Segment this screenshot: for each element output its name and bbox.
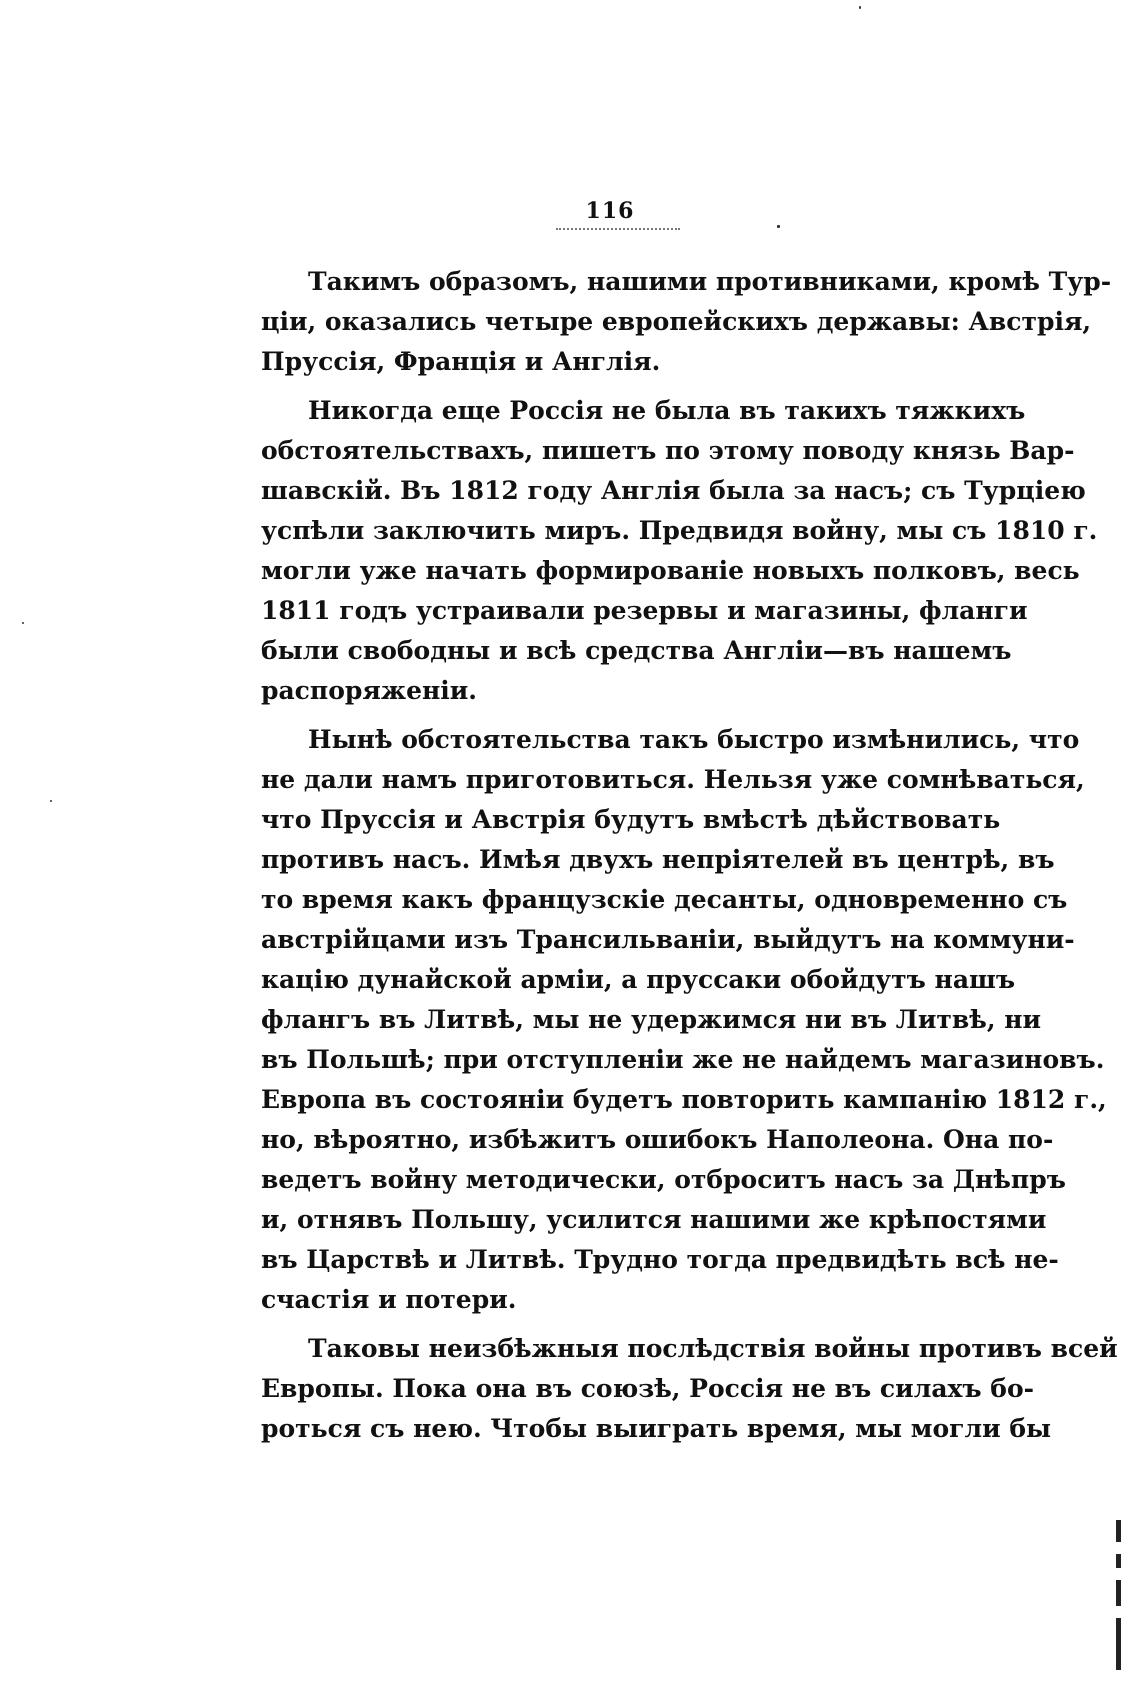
- text-line: ціи, оказались четыре европейскихъ державы: Австрія,: [261, 307, 1092, 336]
- scan-speck: [859, 6, 861, 9]
- text-line: успѣли заключить миръ. Предвидя войну, мы съ 1810 г.: [261, 516, 1098, 545]
- text-line: и, отнявъ Польшу, усилится нашими же крѣпостями: [261, 1205, 1047, 1234]
- text-line: 1811 годъ устраивали резервы и магазины, фланги: [261, 596, 1028, 625]
- text-line: что Пруссія и Австрія будутъ вмѣстѣ дѣйствовать: [261, 805, 1001, 834]
- paragraph-4: [261, 1329, 1118, 1449]
- text-line: Такимъ образомъ, нашими противниками, кромѣ Тур-: [308, 267, 1112, 296]
- text-line: австрійцами изъ Трансильваніи, выйдутъ на коммуни-: [261, 925, 1075, 954]
- text-line: роться съ нею. Чтобы выиграть время, мы могли бы: [261, 1414, 1052, 1443]
- text-line: обстоятельствахъ, пишетъ по этому поводу князь Вар-: [261, 436, 1075, 465]
- paragraph-2: [261, 391, 1098, 711]
- text-line: Европы. Пока она въ союзѣ, Россія не въ силахъ бо-: [261, 1374, 1035, 1403]
- text-line: кацію дунайской арміи, а пруссаки обойдутъ нашъ: [261, 965, 1016, 994]
- text-line: то время какъ французскіе десанты, одновременно съ: [261, 885, 1068, 914]
- text-line: не дали намъ приготовиться. Нельзя уже сомнѣваться,: [261, 765, 1085, 794]
- text-line: были свободны и всѣ средства Англіи—въ нашемъ: [261, 636, 1012, 665]
- paragraph-3: [261, 720, 1107, 1320]
- scan-edge-marks: [1116, 1520, 1121, 1680]
- text-line: могли уже начать формированіе новыхъ полковъ, весь: [261, 556, 1080, 585]
- text-line: ведетъ войну методически, отброситъ насъ за Днѣпръ: [261, 1165, 1066, 1194]
- text-line: но, вѣроятно, избѣжитъ ошибокъ Наполеона. Она по-: [261, 1125, 1054, 1154]
- scan-speck: [777, 225, 780, 228]
- text-line: Таковы неизбѣжныя послѣдствія войны противъ всей: [308, 1334, 1118, 1363]
- page-number-rule: [556, 228, 680, 230]
- text-line: Никогда еще Россія не была въ такихъ тяжкихъ: [308, 396, 1026, 425]
- text-line: Европа въ состояніи будетъ повторить кампанію 1812 г.,: [261, 1085, 1107, 1114]
- page-number: 116: [585, 198, 635, 224]
- scan-speck: [50, 800, 52, 802]
- text-line: въ Царствѣ и Литвѣ. Трудно тогда предвидѣть всѣ не-: [261, 1245, 1059, 1274]
- text-line: Нынѣ обстоятельства такъ быстро измѣнились, что: [308, 725, 1080, 754]
- scan-speck: [22, 622, 24, 624]
- text-line: флангъ въ Литвѣ, мы не удержимся ни въ Литвѣ, ни: [261, 1005, 1042, 1034]
- text-line: Пруссія, Франція и Англія.: [261, 347, 661, 376]
- text-line: шавскій. Въ 1812 году Англія была за насъ; съ Турціею: [261, 476, 1086, 505]
- text-line: распоряженіи.: [261, 676, 478, 705]
- text-line: противъ насъ. Имѣя двухъ непріятелей въ центрѣ, въ: [261, 845, 1055, 874]
- text-line: счастія и потери.: [261, 1285, 517, 1314]
- body-text: [261, 262, 1118, 1458]
- text-line: въ Польшѣ; при отступленіи же не найдемъ магазиновъ.: [261, 1045, 1105, 1074]
- paragraph-1: [261, 262, 1112, 382]
